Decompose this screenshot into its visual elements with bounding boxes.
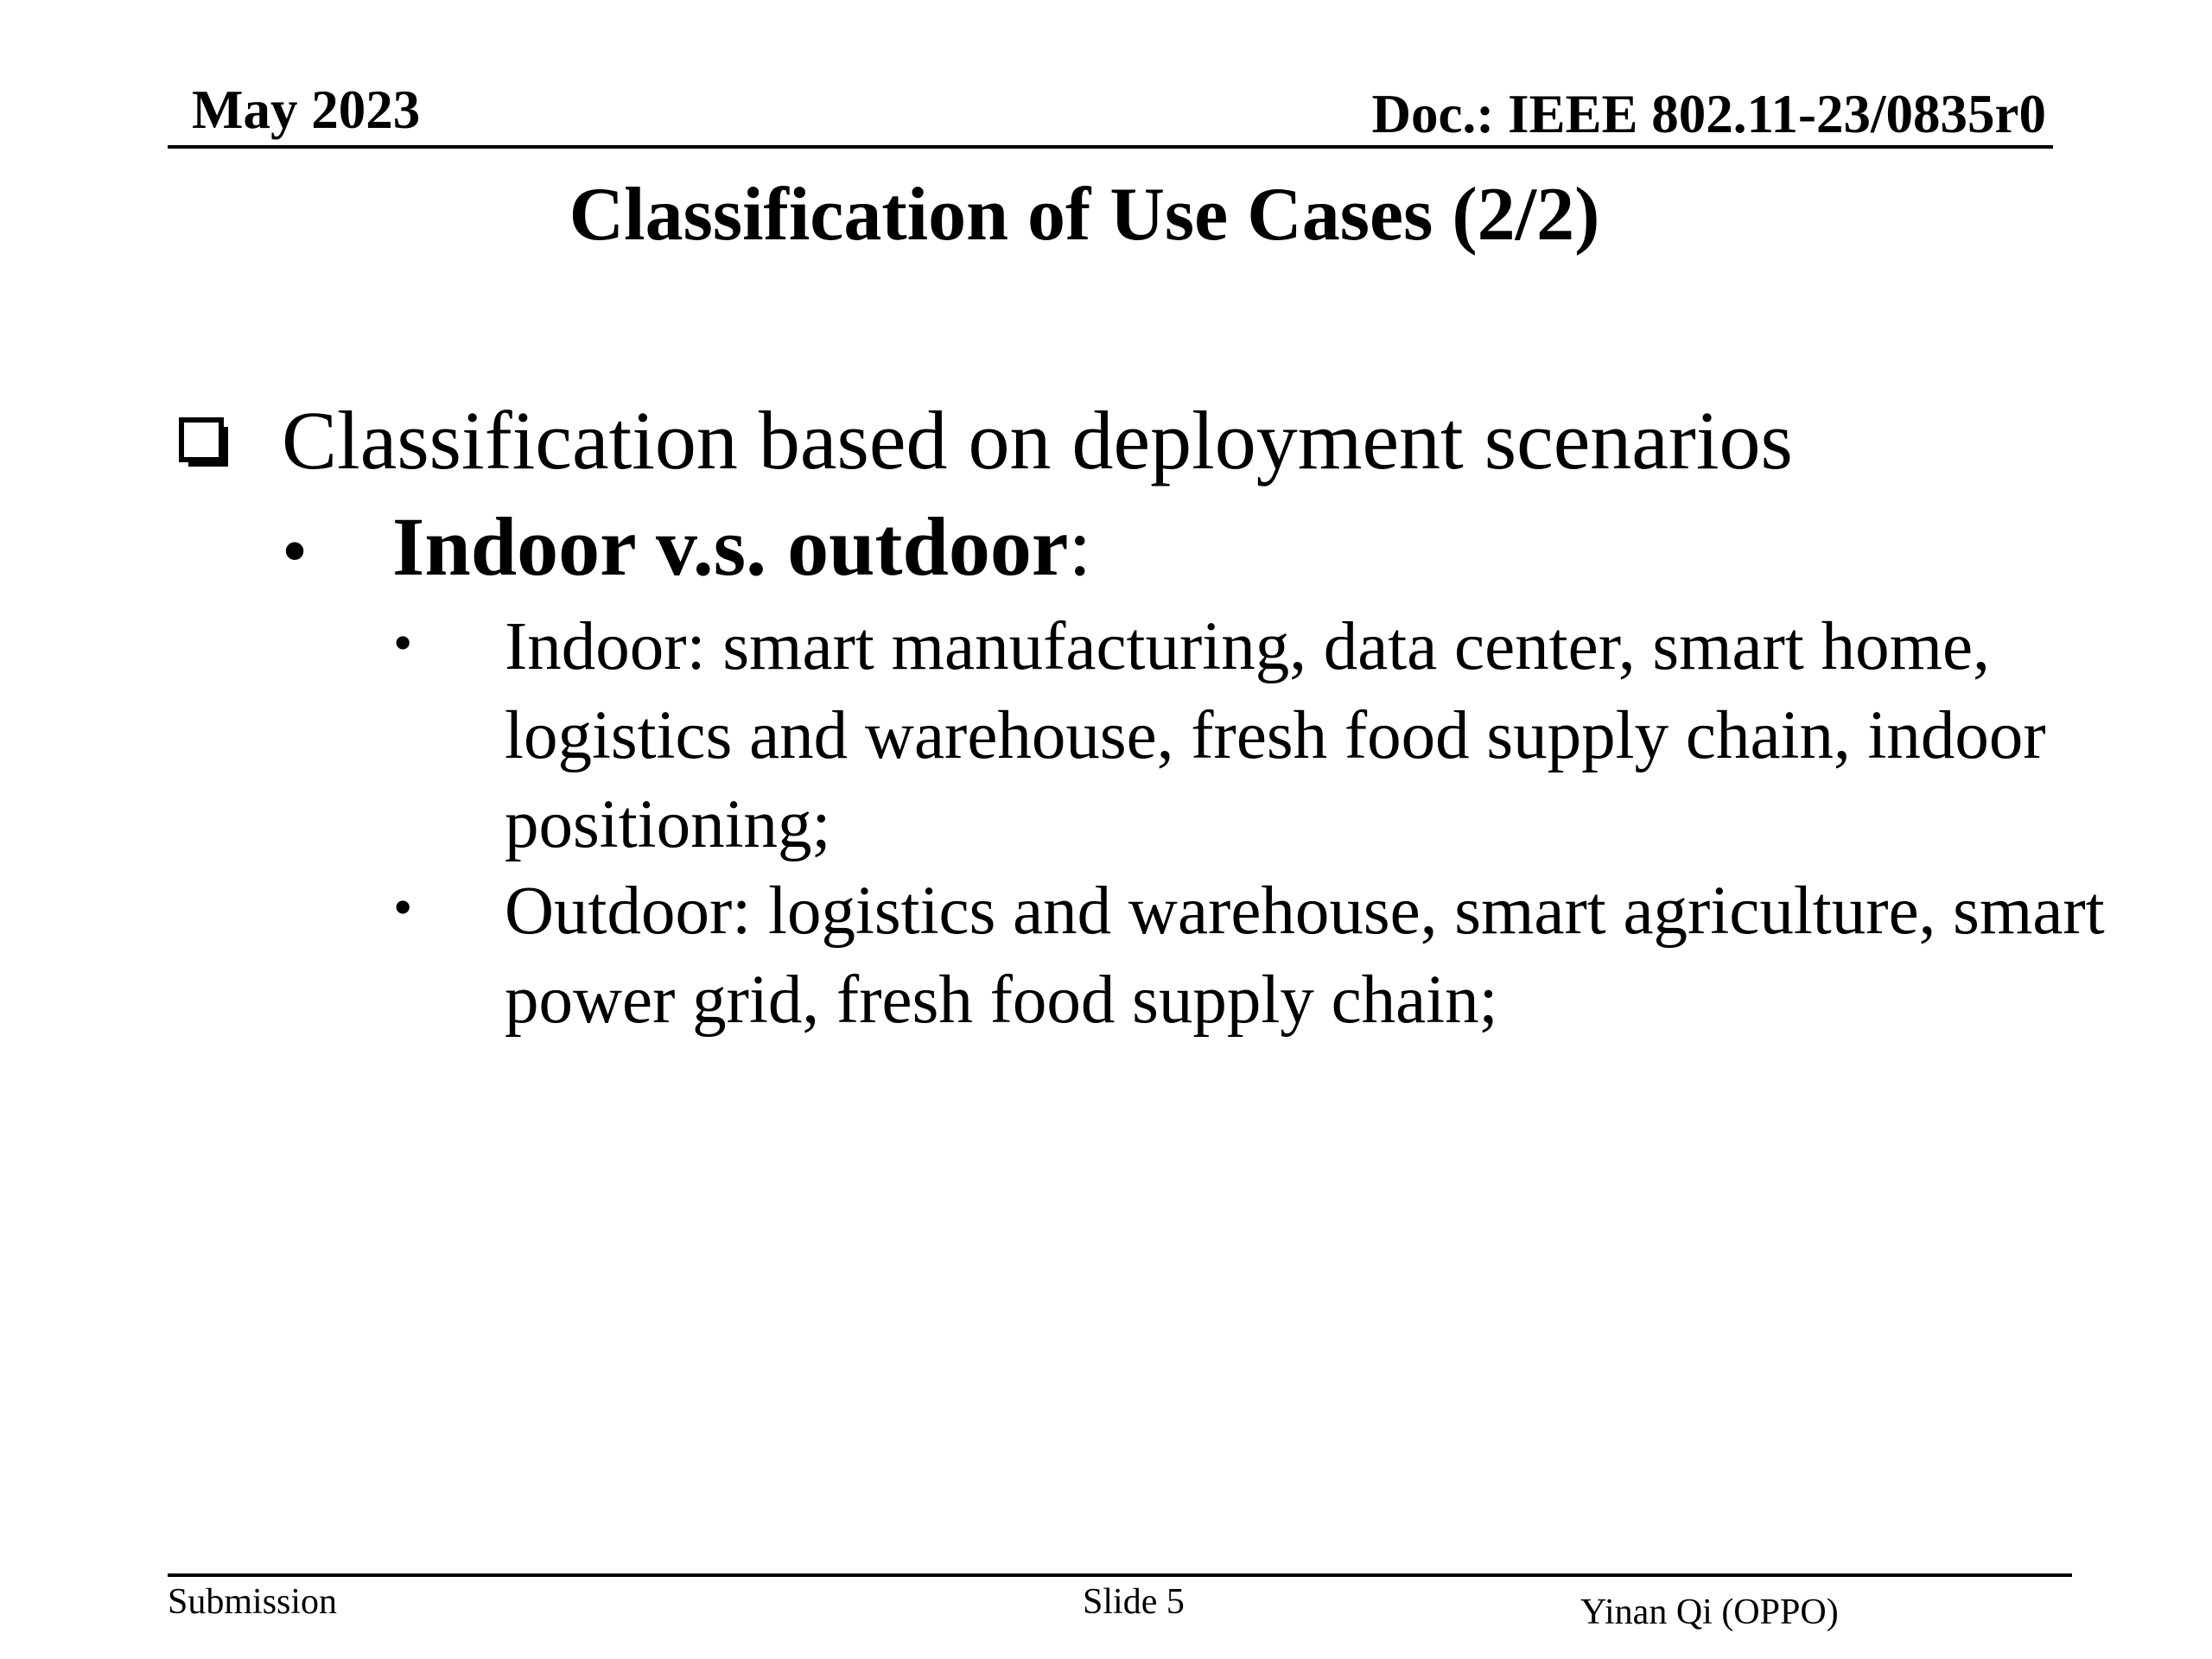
footer-submission: Submission: [168, 1582, 338, 1622]
bullet-level3-dot-indoor: •: [393, 612, 413, 673]
footer-divider: [168, 1573, 2072, 1577]
bullet-level3-dot-outdoor: •: [393, 876, 413, 938]
bullet-level2-bold: Indoor v.s. outdoor: [392, 500, 1069, 593]
bullet-level2-text: [392, 500, 1092, 593]
bullet-level2-suffix: :: [1068, 500, 1092, 593]
bullet-level3-outdoor: Outdoor: logistics and warehouse, smart agriculture, smart power grid, fresh food supply chain;: [505, 874, 2105, 1038]
header-divider: [168, 145, 2053, 149]
header-doc-id: Doc.: IEEE 802.11-23/0835r0: [1371, 84, 2046, 144]
bullet-level3-indoor: Indoor: smart manufacturing, data center, smart home, logistics and warehouse, fresh food supply chain, indoor positioning;: [505, 609, 2046, 862]
bullet-level2-dot: •: [282, 509, 308, 592]
bullet-level1-text: Classification based on deployment scenarios: [282, 394, 1793, 486]
header-date: May 2023: [192, 79, 421, 140]
footer-author: Yinan Qi (OPPO): [1580, 1592, 1839, 1632]
footer-slide-number: Slide 5: [1083, 1582, 1185, 1622]
slide-title: Classification of Use Cases (2/2): [569, 173, 1600, 257]
hollow-square-bullet-icon: [178, 416, 232, 470]
